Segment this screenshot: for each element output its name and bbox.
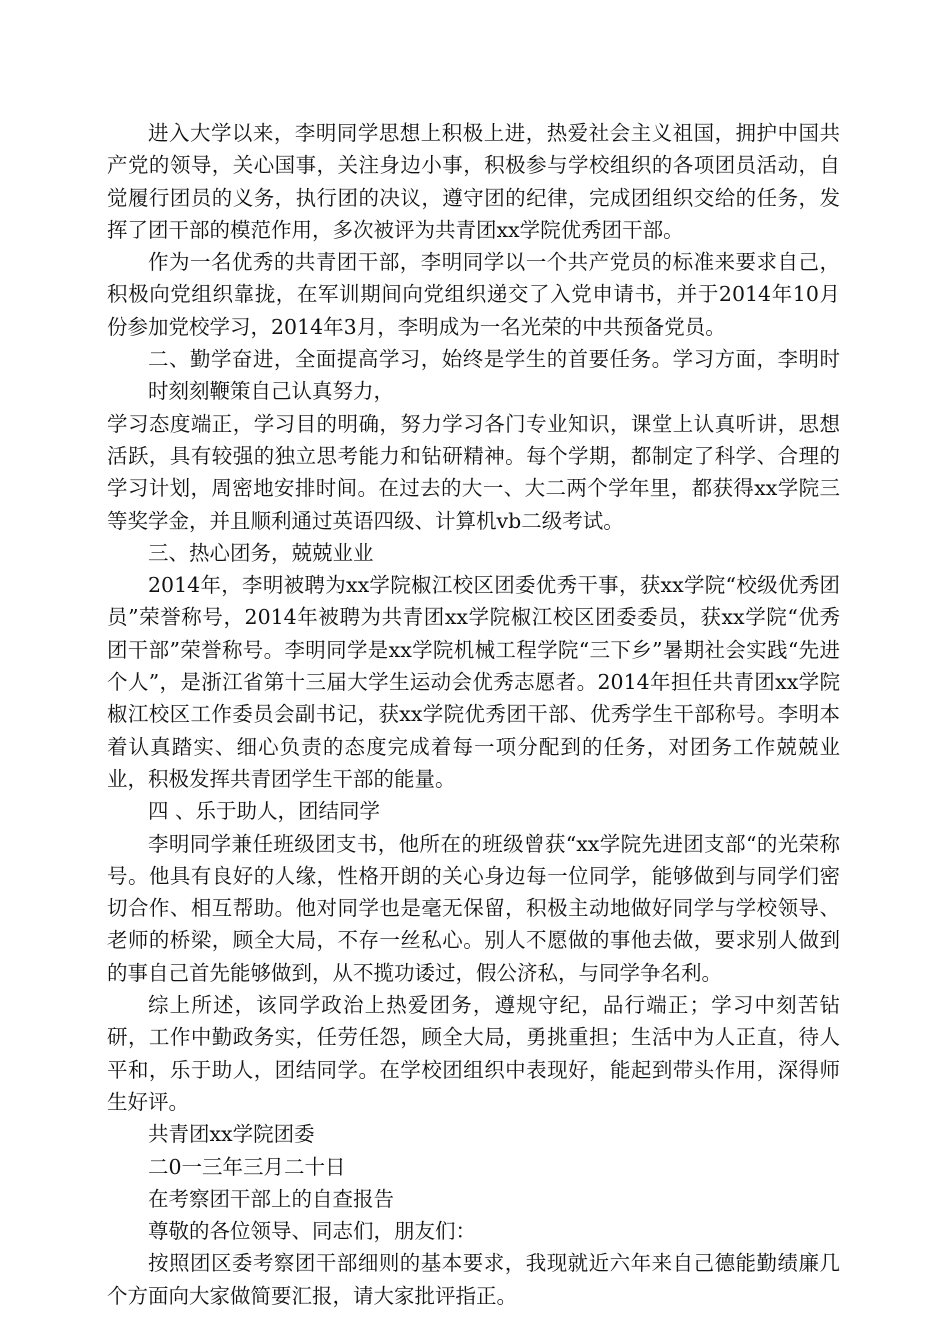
report-title: 在考察团干部上的自查报告 [148, 1186, 394, 1211]
signature-date: 二0一三年三月二十日 [148, 1154, 346, 1179]
paragraph-party-application: 作为一名优秀的共青团干部，李明同学以一个共产党员的标准来要求自己，积极向党组织靠拢，在军训期间向党组织递交了入党申请书，并于2014年10月份参加党校学习，2014年3月，李明成为一名光荣的中共预备党员。 [107, 250, 840, 339]
paragraph-political-ideology: 进入大学以来，李明同学思想上积极上进，热爱社会主义祖国，拥护中国共产党的领导，关心国事，关注身边小事，积极参与学校组织的各项团员活动，自觉履行团员的义务，执行团的决议，遵守团的纪律，完成团组织交给的任务，发挥了团干部的模范作用，多次被评为共青团xx学院优秀团干部。 [107, 121, 840, 242]
report-salutation: 尊敬的各位领导、同志们，朋友们： [148, 1219, 476, 1244]
signature-organization: 共青团xx学院团委 [148, 1122, 315, 1147]
paragraph-study-attitude: 学习态度端正，学习目的明确，努力学习各门专业知识，课堂上认真听讲，思想活跃，具有较强的独立思考能力和钻研精神。每个学期，都制定了科学、合理的学习计划，周密地安排时间。在过去的大一、大二两个学年里，都获得xx学院三等奖学金，并且顺利通过英语四级、计算机vb二级考试。 [107, 411, 840, 533]
document-body [107, 117, 840, 1312]
paragraph-league-honors: 2014年，李明被聘为xx学院椒江校区团委优秀干事，获xx学院“校级优秀团员”荣誉称号，2014年被聘为共青团xx学院椒江校区团委委员，获xx学院“优秀团干部”荣誉称号。李明同学是xx学院机械工程学院“三下乡”暑期社会实践“先进个人”，是浙江省第十三届大学生运动会优秀志愿者。2014年担任共青团xx学院椒江校区工作委员会副书记，获xx学院优秀团干部、优秀学生干部称号。李明本着认真踏实、细心负责的态度完成着每一项分配到的任务，对团务工作兢兢业业，积极发挥共青团学生干部的能量。 [107, 573, 840, 791]
paragraph-summary: 综上所述，该同学政治上热爱团务，遵规守纪，品行端正；学习中刻苦钻研，工作中勤政务实，任劳任怨，顾全大局，勇挑重担；生活中为人正直，待人平和，乐于助人，团结同学。在学校团组织中表现好，能起到带头作用，深得师生好评。 [107, 993, 840, 1114]
report-intro-paragraph: 按照团区委考察团干部细则的基本要求，我现就近六年来自己德能勤绩廉几个方面向大家做简要汇报，请大家批评指正。 [107, 1251, 840, 1308]
section-heading-league-work: 三、热心团务，兢兢业业 [148, 540, 374, 565]
section-heading-helping-others: 四 、乐于助人，团结同学 [148, 799, 381, 824]
paragraph-class-branch: 李明同学兼任班级团支书，他所在的班级曾获“xx学院先进团支部“的光荣称号。他具有良好的人缘，性格开朗的关心身边每一位同学，能够做到与同学们密切合作、相互帮助。他对同学也是毫无保留，积极主动地做好同学与学校领导、老师的桥梁，顾全大局，不存一丝私心。别人不愿做的事他去做，要求别人做到的事自己首先能够做到，从不揽功诿过，假公济私，与同学争名利。 [107, 831, 840, 985]
section-heading-study: 二、勤学奋进，全面提高学习，始终是学生的首要任务。学习方面，李明时时刻刻鞭策自己认真努力， [148, 347, 840, 404]
